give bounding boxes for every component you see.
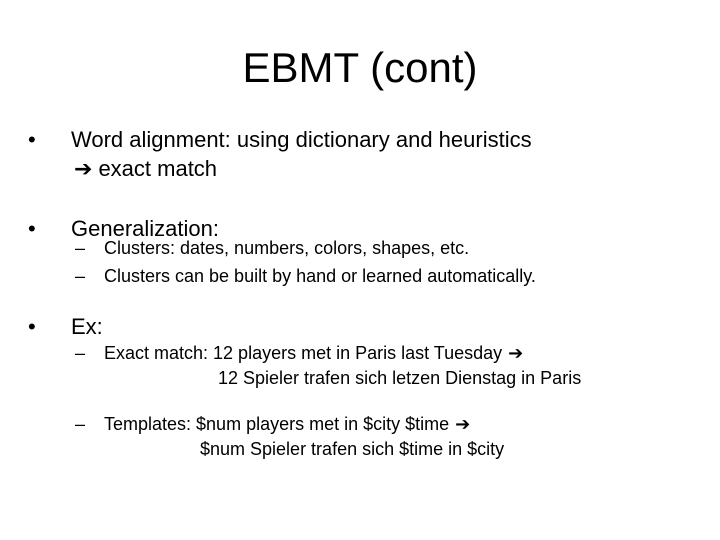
bullet-word-alignment xyxy=(28,127,688,187)
sub-bullet-templates xyxy=(75,412,705,464)
bullet-dot: • xyxy=(28,314,36,339)
sub-bullet-clusters-types xyxy=(75,236,675,260)
bullet-ex xyxy=(28,314,688,344)
sub-bullet-exact-match xyxy=(75,341,705,393)
sub-bullet-text: Clusters can be built by hand or learned automatically. xyxy=(104,266,536,286)
bullet-dot: • xyxy=(28,216,36,241)
continuation-text: exact match xyxy=(98,156,218,181)
bullet-text: Generalization: xyxy=(71,216,219,241)
sub-bullet-text: Exact match: 12 players met in Paris last Tuesday xyxy=(104,343,503,363)
sub-bullet-text: Clusters: dates, numbers, colors, shapes, etc. xyxy=(104,238,470,258)
arrow-right-icon: ➔ xyxy=(508,343,524,364)
sub-bullet-line xyxy=(104,341,523,366)
bullet-text: Word alignment: using dictionary and heuristics xyxy=(71,127,532,152)
sub-bullet-dash: – xyxy=(75,343,86,363)
bullet-text: Ex: xyxy=(71,314,103,339)
bullet-dot: • xyxy=(28,127,36,152)
translation-text: $num Spieler trafen sich $time in $city xyxy=(200,439,505,459)
arrow-right-icon: ➔ xyxy=(455,414,471,435)
sub-bullet-dash: – xyxy=(75,266,86,286)
arrow-right-icon: ➔ xyxy=(74,157,93,182)
bullet-continuation xyxy=(74,156,217,183)
sub-bullet-dash: – xyxy=(75,238,86,258)
sub-bullet-dash: – xyxy=(75,414,86,434)
slide-title: EBMT (cont) xyxy=(242,44,478,91)
translation-text: 12 Spieler trafen sich letzen Dienstag in Paris xyxy=(218,368,582,388)
sub-bullet-text: Templates: $num players met in $city $time xyxy=(104,414,450,434)
sub-bullet-line xyxy=(104,412,470,437)
sub-bullet-clusters-built xyxy=(75,264,695,288)
